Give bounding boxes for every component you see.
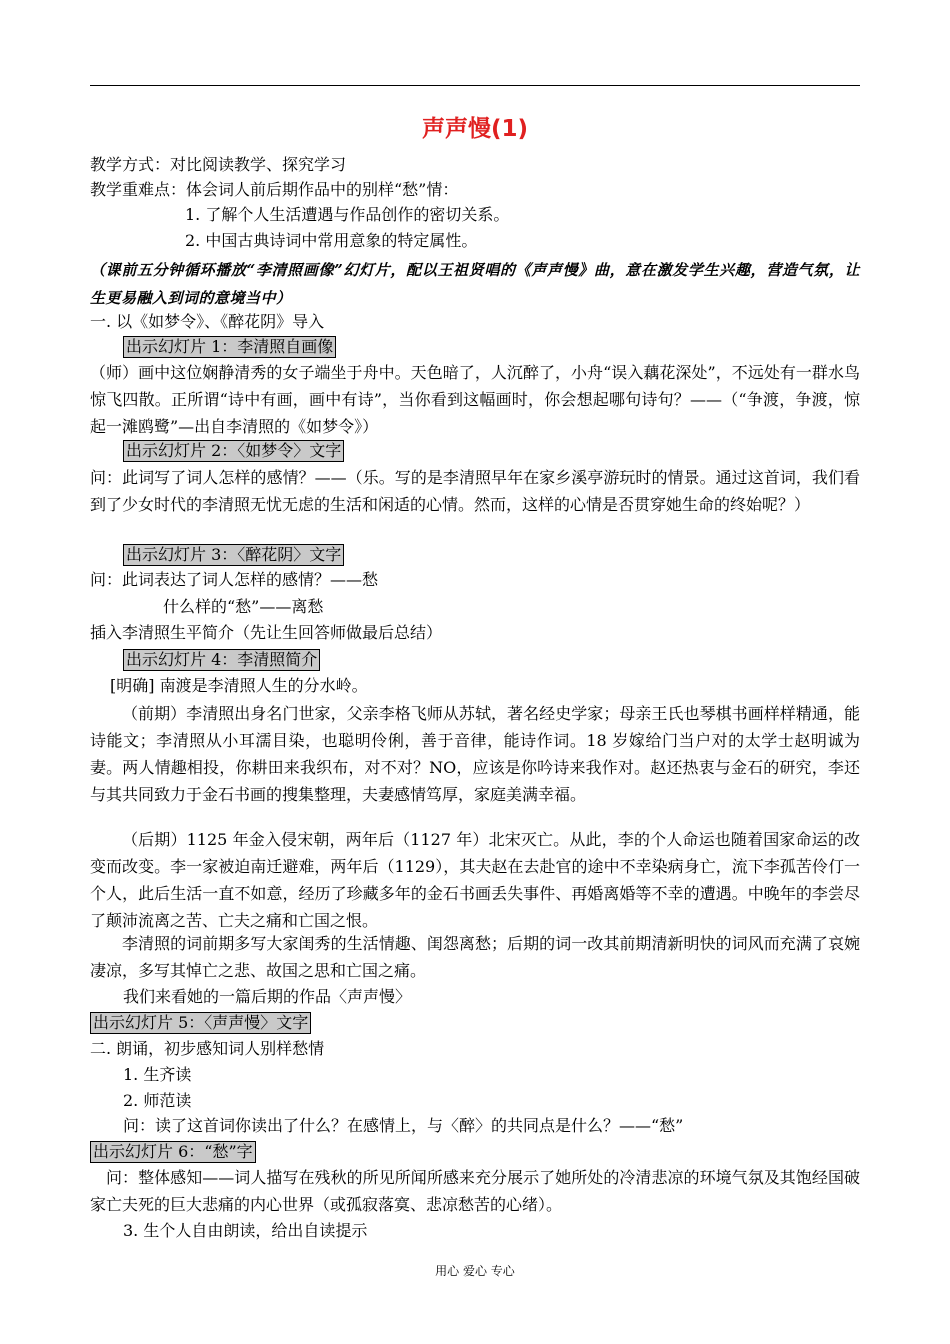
pre-class-note: （课前五分钟循环播放“李清照画像”幻灯片，配以王祖贤唱的《声声慢》曲，意在激发学生兴趣，营造气氛，让生更易融入到词的意境当中） bbox=[90, 261, 860, 307]
slide-3-box: 出示幻灯片 3：〈醉花阴〉文字 bbox=[123, 544, 344, 566]
slide-4-box: 出示幻灯片 4：李清照简介 bbox=[123, 649, 320, 671]
question-reading: 问：读了这首词你读出了什么？在感情上，与〈醉〉的共同点是什么？——“愁” bbox=[123, 1116, 684, 1135]
paragraph-summary: 李清照的词前期多写大家闺秀的生活情趣、闺怨离愁；后期的词一改其前期清新明快的词风而充满了哀婉凄凉，多写其悼亡之悲、故国之思和亡国之痛。 bbox=[90, 934, 860, 980]
question-sorrow-type: 什么样的“愁”——离愁 bbox=[163, 597, 324, 616]
slide-3-label bbox=[123, 543, 860, 567]
paragraph-early-life: （前期）李清照出身名门世家，父亲李格飞师从苏轼，著名经史学家；母亲王氏也琴棋书画样样精通，能诗能文；李清照从小耳濡目染，也聪明伶俐，善于音律，能诗作词。18 岁嫁给门当户对的太学士赵明诚为妻。两人情趣相投，你耕田来我织布，对不对？NO，应该是你吟诗来我作对。赵还热衷与金石的研究，李还与其共同致力于金石书画的搜集整理，夫妻感情笃厚，家庭美满幸福。 bbox=[90, 704, 860, 804]
slide-6-label bbox=[90, 1140, 860, 1164]
slide-5-label bbox=[90, 1011, 860, 1035]
page-title: 声声慢(1) bbox=[421, 116, 529, 142]
section-2-heading: 二. 朗诵，初步感知词人别样愁情 bbox=[90, 1039, 325, 1058]
section-1-heading: 一. 以《如梦令》、《醉花阴》导入 bbox=[90, 312, 325, 331]
slide-6-box: 出示幻灯片 6：“愁”字 bbox=[90, 1141, 256, 1163]
slide-2-box: 出示幻灯片 2：〈如梦令〉文字 bbox=[123, 440, 344, 462]
paragraph-late-life: （后期）1125 年金入侵宋朝，两年后（1127 年）北宋灭亡。从此，李的个人命运也随着国家命运的改变而改变。李一家被迫南迁避难，两年后（1129），其夫赵在去赴官的途中不幸染病身亡，流下李孤苦伶仃一个人，此后生活一直不如意，经历了珍藏多年的金石书画丢失事件、再婚离婚等不幸的遭遇。中晚年的李尝尽了颠沛流离之苦、亡夫之痛和亡国之恨。 bbox=[90, 830, 860, 930]
slide-5-box: 出示幻灯片 5：〈声声慢〉文字 bbox=[90, 1012, 311, 1034]
focus-item-2: 2. 中国古典诗词中常用意象的特定属性。 bbox=[185, 231, 478, 250]
paragraph-rumengling: 问：此词写了词人怎样的感情？——（乐。写的是李清照早年在家乡溪亭游玩时的情景。通过这首词，我们看到了少女时代的李清照无忧无虑的生活和闲适的心情。然而，这样的心情是否贯穿她生命的终始呢？） bbox=[90, 468, 860, 514]
header-rule bbox=[90, 85, 860, 86]
reading-step-1: 1. 生齐读 bbox=[123, 1065, 192, 1084]
reading-step-3: 3. 生个人自由朗读，给出自读提示 bbox=[123, 1221, 368, 1240]
teaching-method: 教学方式：对比阅读教学、探究学习 bbox=[90, 155, 347, 174]
insert-biography: 插入李清照生平简介（先让生回答师做最后总结） bbox=[90, 623, 443, 642]
slide-1-box: 出示幻灯片 1：李清照自画像 bbox=[123, 336, 336, 358]
focus-item-1: 1. 了解个人生活遭遇与作品创作的密切关系。 bbox=[185, 205, 510, 224]
page-footer: 用心 爱心 专心 bbox=[435, 1264, 515, 1278]
paragraph-painting: （师）画中这位娴静清秀的女子端坐于舟中。天色暗了，人沉醉了，小舟“误入藕花深处”，不远处有一群水鸟惊飞四散。正所谓“诗中有画，画中有诗”，当你看到这幅画时，你会想起哪句诗句？——（“争渡，争渡，惊起一滩鸥鹭”—出自李清照的《如梦令》） bbox=[90, 363, 860, 436]
teaching-focus: 教学重难点：体会词人前后期作品中的别样“愁”情： bbox=[90, 180, 459, 199]
slide-2-label bbox=[123, 439, 860, 463]
paragraph-overall-perception: 问：整体感知——词人描写在残秋的所见所闻所感来充分展示了她所处的冷清悲凉的环境气氛及其饱经国破家亡夫死的巨大悲痛的内心世界（或孤寂落寞、悲凉愁苦的心绪）。 bbox=[90, 1168, 860, 1214]
clarification: [明确] 南渡是李清照人生的分水岭。 bbox=[110, 676, 368, 695]
slide-1-label bbox=[123, 335, 860, 359]
slide-4-label bbox=[123, 648, 860, 672]
reading-step-2: 2. 师范读 bbox=[123, 1091, 192, 1110]
question-zuihuayin: 问：此词表达了词人怎样的感情？——愁 bbox=[90, 570, 379, 589]
lead-in: 我们来看她的一篇后期的作品〈声声慢〉 bbox=[123, 987, 412, 1006]
